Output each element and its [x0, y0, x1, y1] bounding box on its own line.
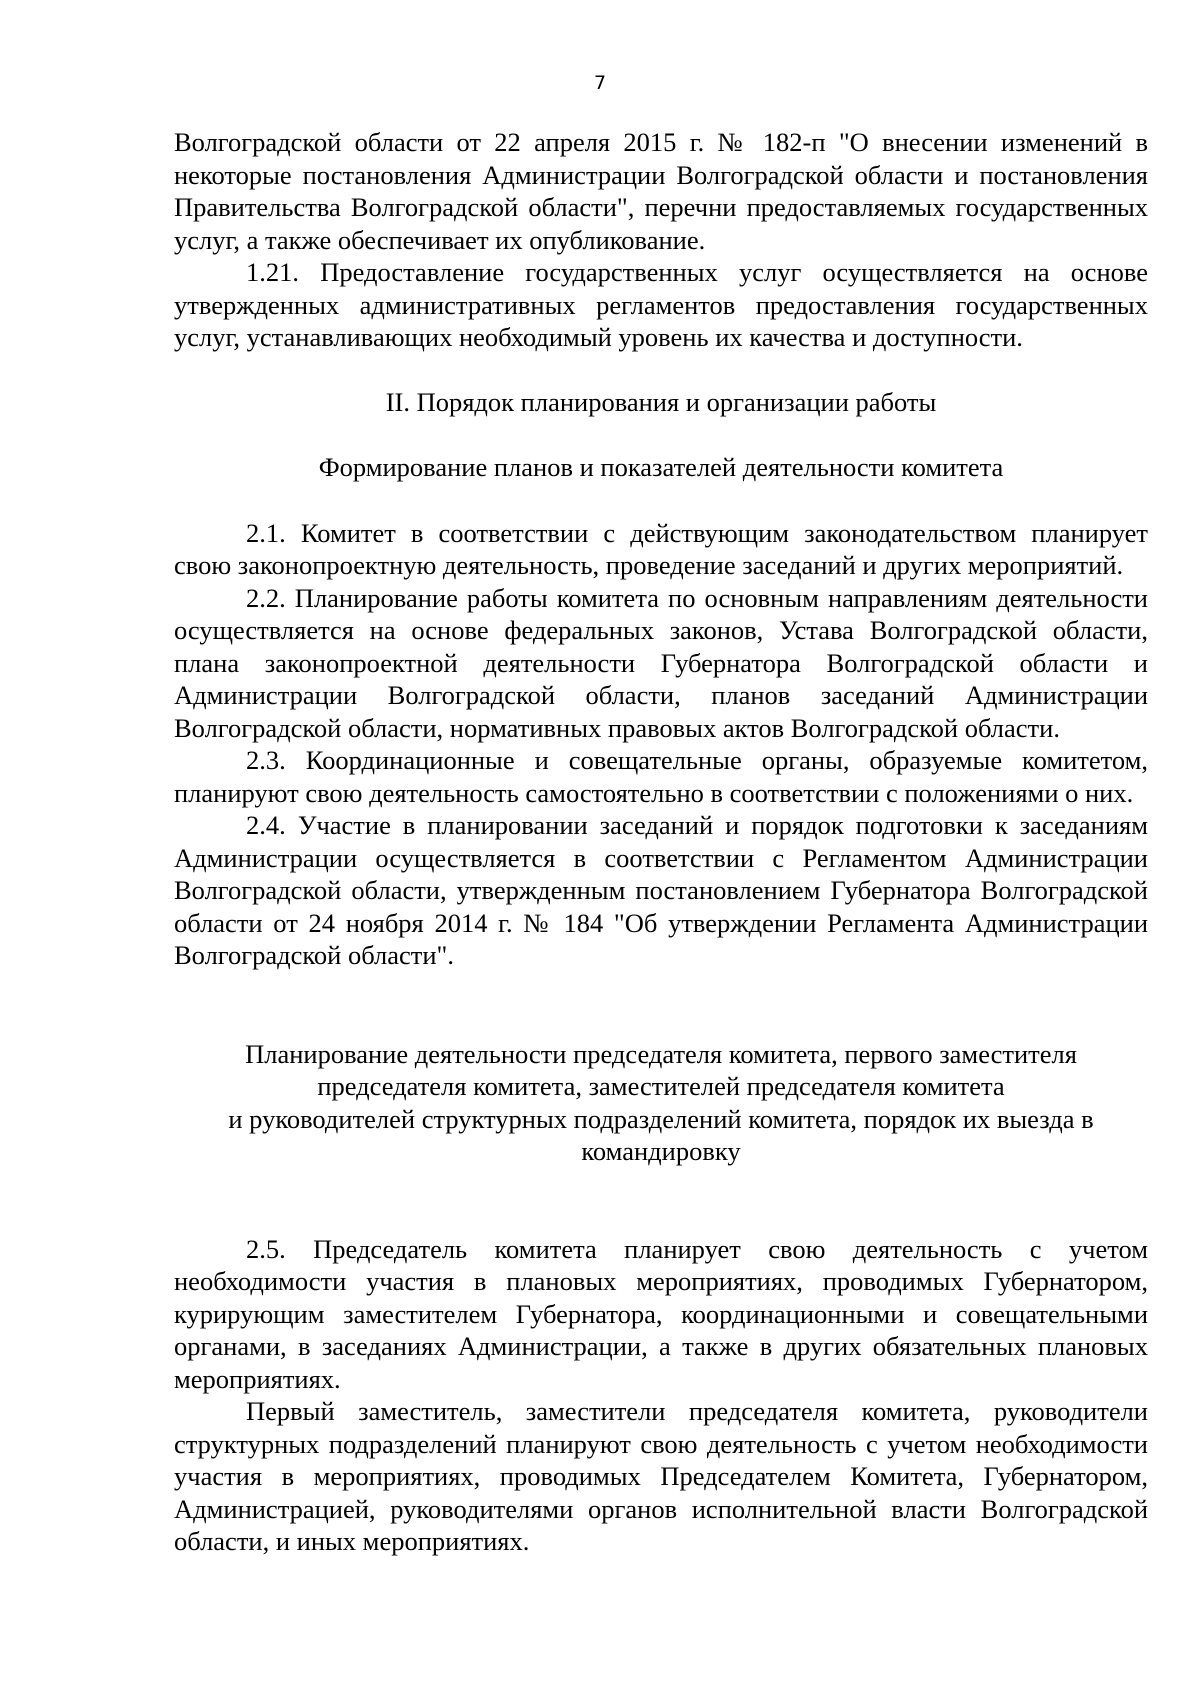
- paragraph-continuation: Волгоградской области от 22 апреля 2015 г. № 182-п "О внесении изменений в некоторые постановления Администрации Волгоградской области и постановления Правительства Волгоградской области", перечни предоставляемых государственных услуг, а также обеспечивает их опубликование.: [174, 127, 1148, 255]
- subsection-heading-line: Планирование деятельности председателя комитета, первого заместителя: [245, 1038, 1077, 1069]
- subsection-heading-plans: Формирование планов и показателей деятельности комитета: [318, 452, 1004, 482]
- paragraph-2-4: 2.4. Участие в планировании заседаний и порядок подготовки к заседаниям Администрации осуществляется в соответствии с Регламентом Администрации Волгоградской области, утвержденным постановлением Губернатора Волгоградской области от 24 ноября 2014 г. № 184 "Об утверждении Регламента Администрации Волгоградской области".: [174, 810, 1148, 970]
- paragraph-1-21: 1.21. Предоставление государственных услуг осуществляется на основе утвержденных административных регламентов предоставления государственных услуг, устанавливающих необходимый уровень их качества и доступности.: [174, 257, 1148, 352]
- subsection-heading-line: председателя комитета, заместителей председателя комитета: [317, 1071, 1005, 1101]
- subsection-heading-line: командировку: [581, 1136, 741, 1166]
- subsection-heading-chairman-planning: [174, 1038, 1148, 1168]
- page-number: 7: [593, 72, 607, 94]
- paragraph-2-1: 2.1. Комитет в соответствии с действующим законодательством планирует свою законопроектную деятельность, проведение заседаний и других мероприятий.: [174, 517, 1148, 580]
- subsection-heading-line: и руководителей структурных подразделений комитета, порядок их выезда в: [228, 1103, 1094, 1134]
- paragraph-deputies: Первый заместитель, заместители председателя комитета, руководители структурных подразделений планируют свою деятельность с учетом необходимости участия в мероприятиях, проводимых Председателем Комитета, Губернатором, Администрацией, руководителями органов исполнительной власти Волгоградской области, и иных мероприятиях.: [174, 1396, 1148, 1556]
- paragraph-2-5: 2.5. Председатель комитета планирует свою деятельность с учетом необходимости участия в плановых мероприятиях, проводимых Губернатором, курирующим заместителем Губернатора, координационными и совещательными органами, в заседаниях Администрации, а также в других обязательных плановых мероприятиях.: [174, 1233, 1148, 1394]
- paragraph-2-2: 2.2. Планирование работы комитета по основным направлениям деятельности осуществляется на основе федеральных законов, Устава Волгоградской области, плана законопроектной деятельности Губернатора Волгоградской области и Администрации Волгоградской области, планов заседаний Администрации Волгоградской области, нормативных правовых актов Волгоградской области.: [174, 582, 1148, 743]
- paragraph-2-3: 2.3. Координационные и совещательные органы, образуемые комитетом, планируют свою деятельность самостоятельно в соответствии с положениями о них.: [174, 745, 1148, 808]
- document-body: [174, 126, 1148, 1558]
- section-heading: II. Порядок планирования и организации работы: [385, 386, 937, 417]
